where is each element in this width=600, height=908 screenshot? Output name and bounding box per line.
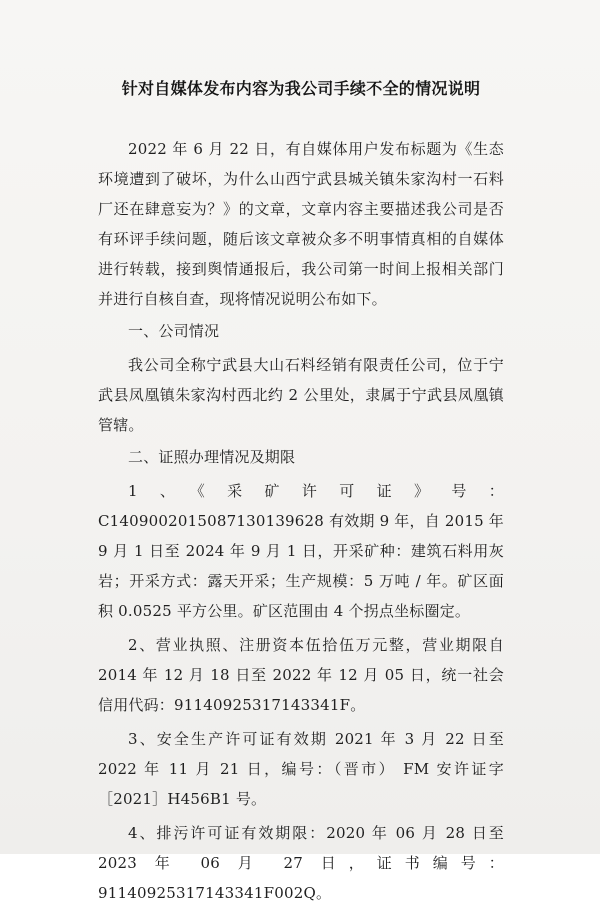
intro-paragraph: 2022 年 6 月 22 日，有自媒体用户发布标题为《生态环境遭到了破坏，为什么山西宁武县城关镇朱家沟村一石料厂还在肆意妄为？》的文章，文章内容主要描述我公司是否有环评手续问题，随后该文章被众多不明事情真相的自媒体进行转载，接到舆情通报后，我公司第一时间上报相关部门并进行自核自查，现将情况说明公布如下。 (98, 140, 504, 308)
section-1-heading: 一、公司情况 (128, 322, 220, 340)
license-item-2: 2、营业执照、注册资本伍拾伍万元整，营业期限自 2014 年 12 月 18 日至 2022 年 12 月 05 日，统一社会信用代码：91140925317143341F。 (98, 636, 504, 714)
license-item-3: 3、安全生产许可证有效期 2021 年 3 月 22 日至 2022 年 11 月 21 日，编号：（晋市） FM 安许证字［2021］H456B1 号。 (98, 730, 504, 808)
section-1-body: 我公司全称宁武县大山石料经销有限责任公司，位于宁武县凤凰镇朱家沟村西北约 2 公里处，隶属于宁武县凤凰镇管辖。 (98, 356, 504, 434)
license-item-4: 4、排污许可证有效期限：2020 年 06 月 28 日至 2023 年 06 月 27 日，证书编号：91140925317143341F002Q。 (98, 824, 504, 902)
section-2-heading: 二、证照办理情况及期限 (128, 448, 296, 466)
license-item-1: 1、《采矿许可证》号：C1409002015087130139628 有效期 9 年，自 2015 年 9 月 1 日至 2024 年 9 月 1 日，开采矿种：建筑石料用灰岩；开采方式：露天开采；生产规模：5 万吨 / 年。矿区面积 0.0525 平方公里。矿区范围由 4 个拐点坐标圈定。 (98, 482, 504, 620)
document-title: 针对自媒体发布内容为我公司手续不全的情况说明 (121, 79, 481, 98)
